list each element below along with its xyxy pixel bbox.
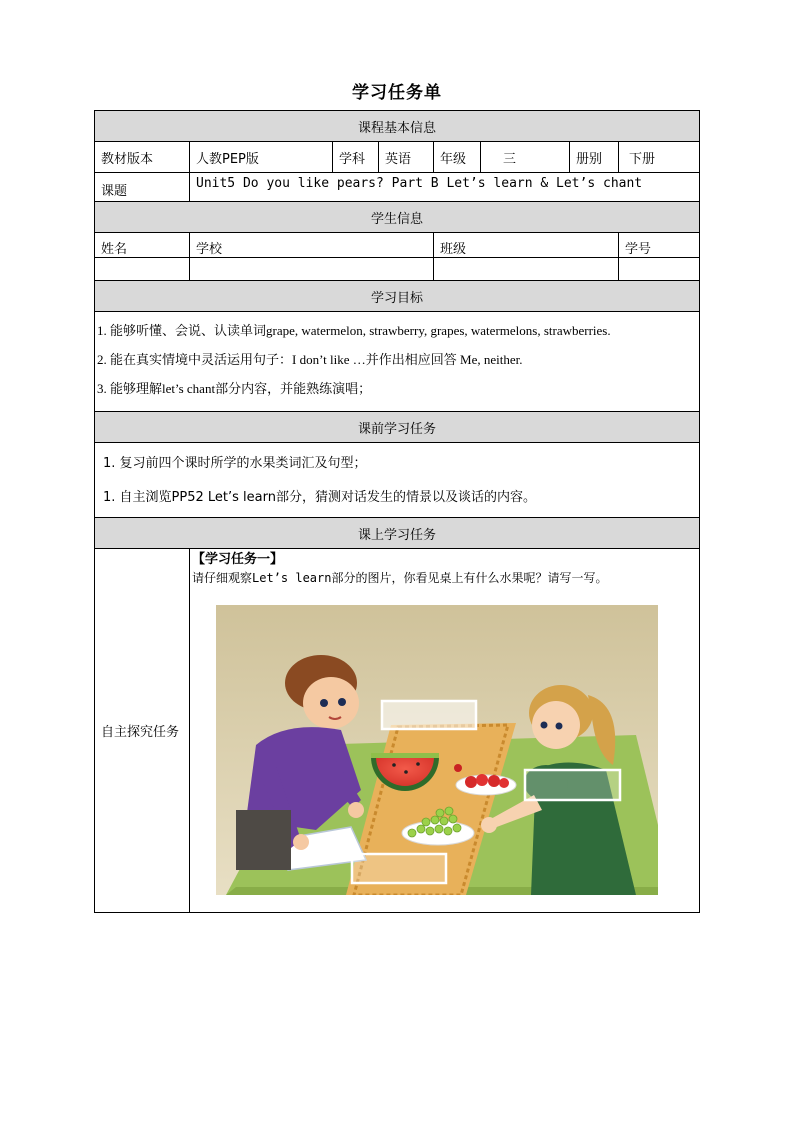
girl-eye (556, 723, 563, 730)
pre-task-line-2: 1. 自主浏览PP52 Let’s learn部分，猜测对话发生的情景以及谈话的内容。 (103, 490, 536, 505)
watermelon-seed (404, 770, 408, 774)
answer-box-grape[interactable] (352, 854, 446, 883)
strawberry (465, 776, 477, 788)
strawberry-single (454, 764, 462, 772)
watermelon-edge (371, 753, 439, 758)
goal-line-1: 1. 能够听懂、会说、认读单词grape, watermelon, strawberry, grapes, watermelons, strawberries. (97, 323, 611, 338)
goals-cell (95, 312, 700, 412)
watermelon-seed (416, 762, 420, 766)
boy-pants (236, 810, 291, 870)
grade-label: 年级 (434, 142, 481, 173)
strawberry (488, 775, 500, 787)
task-content-cell (190, 549, 700, 913)
boy-hand (348, 802, 364, 818)
answer-box-watermelon[interactable] (382, 701, 476, 729)
goal-line-3: 3. 能够理解let’s chant部分内容，并能熟练演唱； (97, 381, 372, 396)
class-field[interactable] (434, 258, 619, 281)
subject-label: 学科 (333, 142, 379, 173)
textbook-label: 教材版本 (95, 142, 190, 173)
pre-task-line-1: 1. 复习前四个课时所学的水果类词汇及句型； (103, 456, 367, 471)
class-label: 班级 (434, 233, 619, 258)
subject-value: 英语 (379, 142, 434, 173)
school-label: 学校 (190, 233, 434, 258)
school-field[interactable] (190, 258, 434, 281)
boy-face (303, 677, 359, 729)
strawberry (499, 778, 509, 788)
student-id-field[interactable] (619, 258, 700, 281)
boy-eye (320, 699, 328, 707)
section-student-info: 学生信息 (95, 202, 700, 233)
volume-label: 册别 (570, 142, 619, 173)
name-field[interactable] (95, 258, 190, 281)
goal-line-2: 2. 能在真实情境中灵活运用句子：I don’t like …并作出相应回答 Me, neither. (97, 352, 523, 367)
task-instruction: 请仔细观察Let’s learn部分的图片，你看见桌上有什么水果呢？请写一写。 (192, 571, 608, 585)
illustration-svg (216, 605, 658, 895)
section-pre-class: 课前学习任务 (95, 412, 700, 443)
boy-hand-left (293, 834, 309, 850)
page-title: 学习任务单 (352, 83, 442, 103)
topic-value: Unit5 Do you like pears? Part B Let’s learn & Let’s chant (190, 173, 700, 202)
task-title: 【学习任务一】 (192, 552, 284, 567)
grade-value: 三 (481, 142, 570, 173)
name-label: 姓名 (95, 233, 190, 258)
student-id-label: 学号 (619, 233, 700, 258)
watermelon-seed (392, 763, 396, 767)
fruit-table-illustration (216, 605, 658, 895)
section-goals: 学习目标 (95, 281, 700, 312)
section-in-class: 课上学习任务 (95, 518, 700, 549)
answer-box-strawberry[interactable] (525, 770, 620, 800)
task-sheet-table (94, 110, 700, 913)
girl-hand (481, 817, 497, 833)
section-basic-info: 课程基本信息 (95, 111, 700, 142)
pre-class-cell (95, 443, 700, 518)
self-study-label: 自主探究任务 (95, 549, 190, 913)
textbook-value: 人教PEP版 (190, 142, 333, 173)
topic-label: 课题 (95, 173, 190, 202)
volume-value: 下册 (619, 142, 700, 173)
strawberry (476, 774, 488, 786)
boy-eye (338, 698, 346, 706)
girl-eye (541, 722, 548, 729)
